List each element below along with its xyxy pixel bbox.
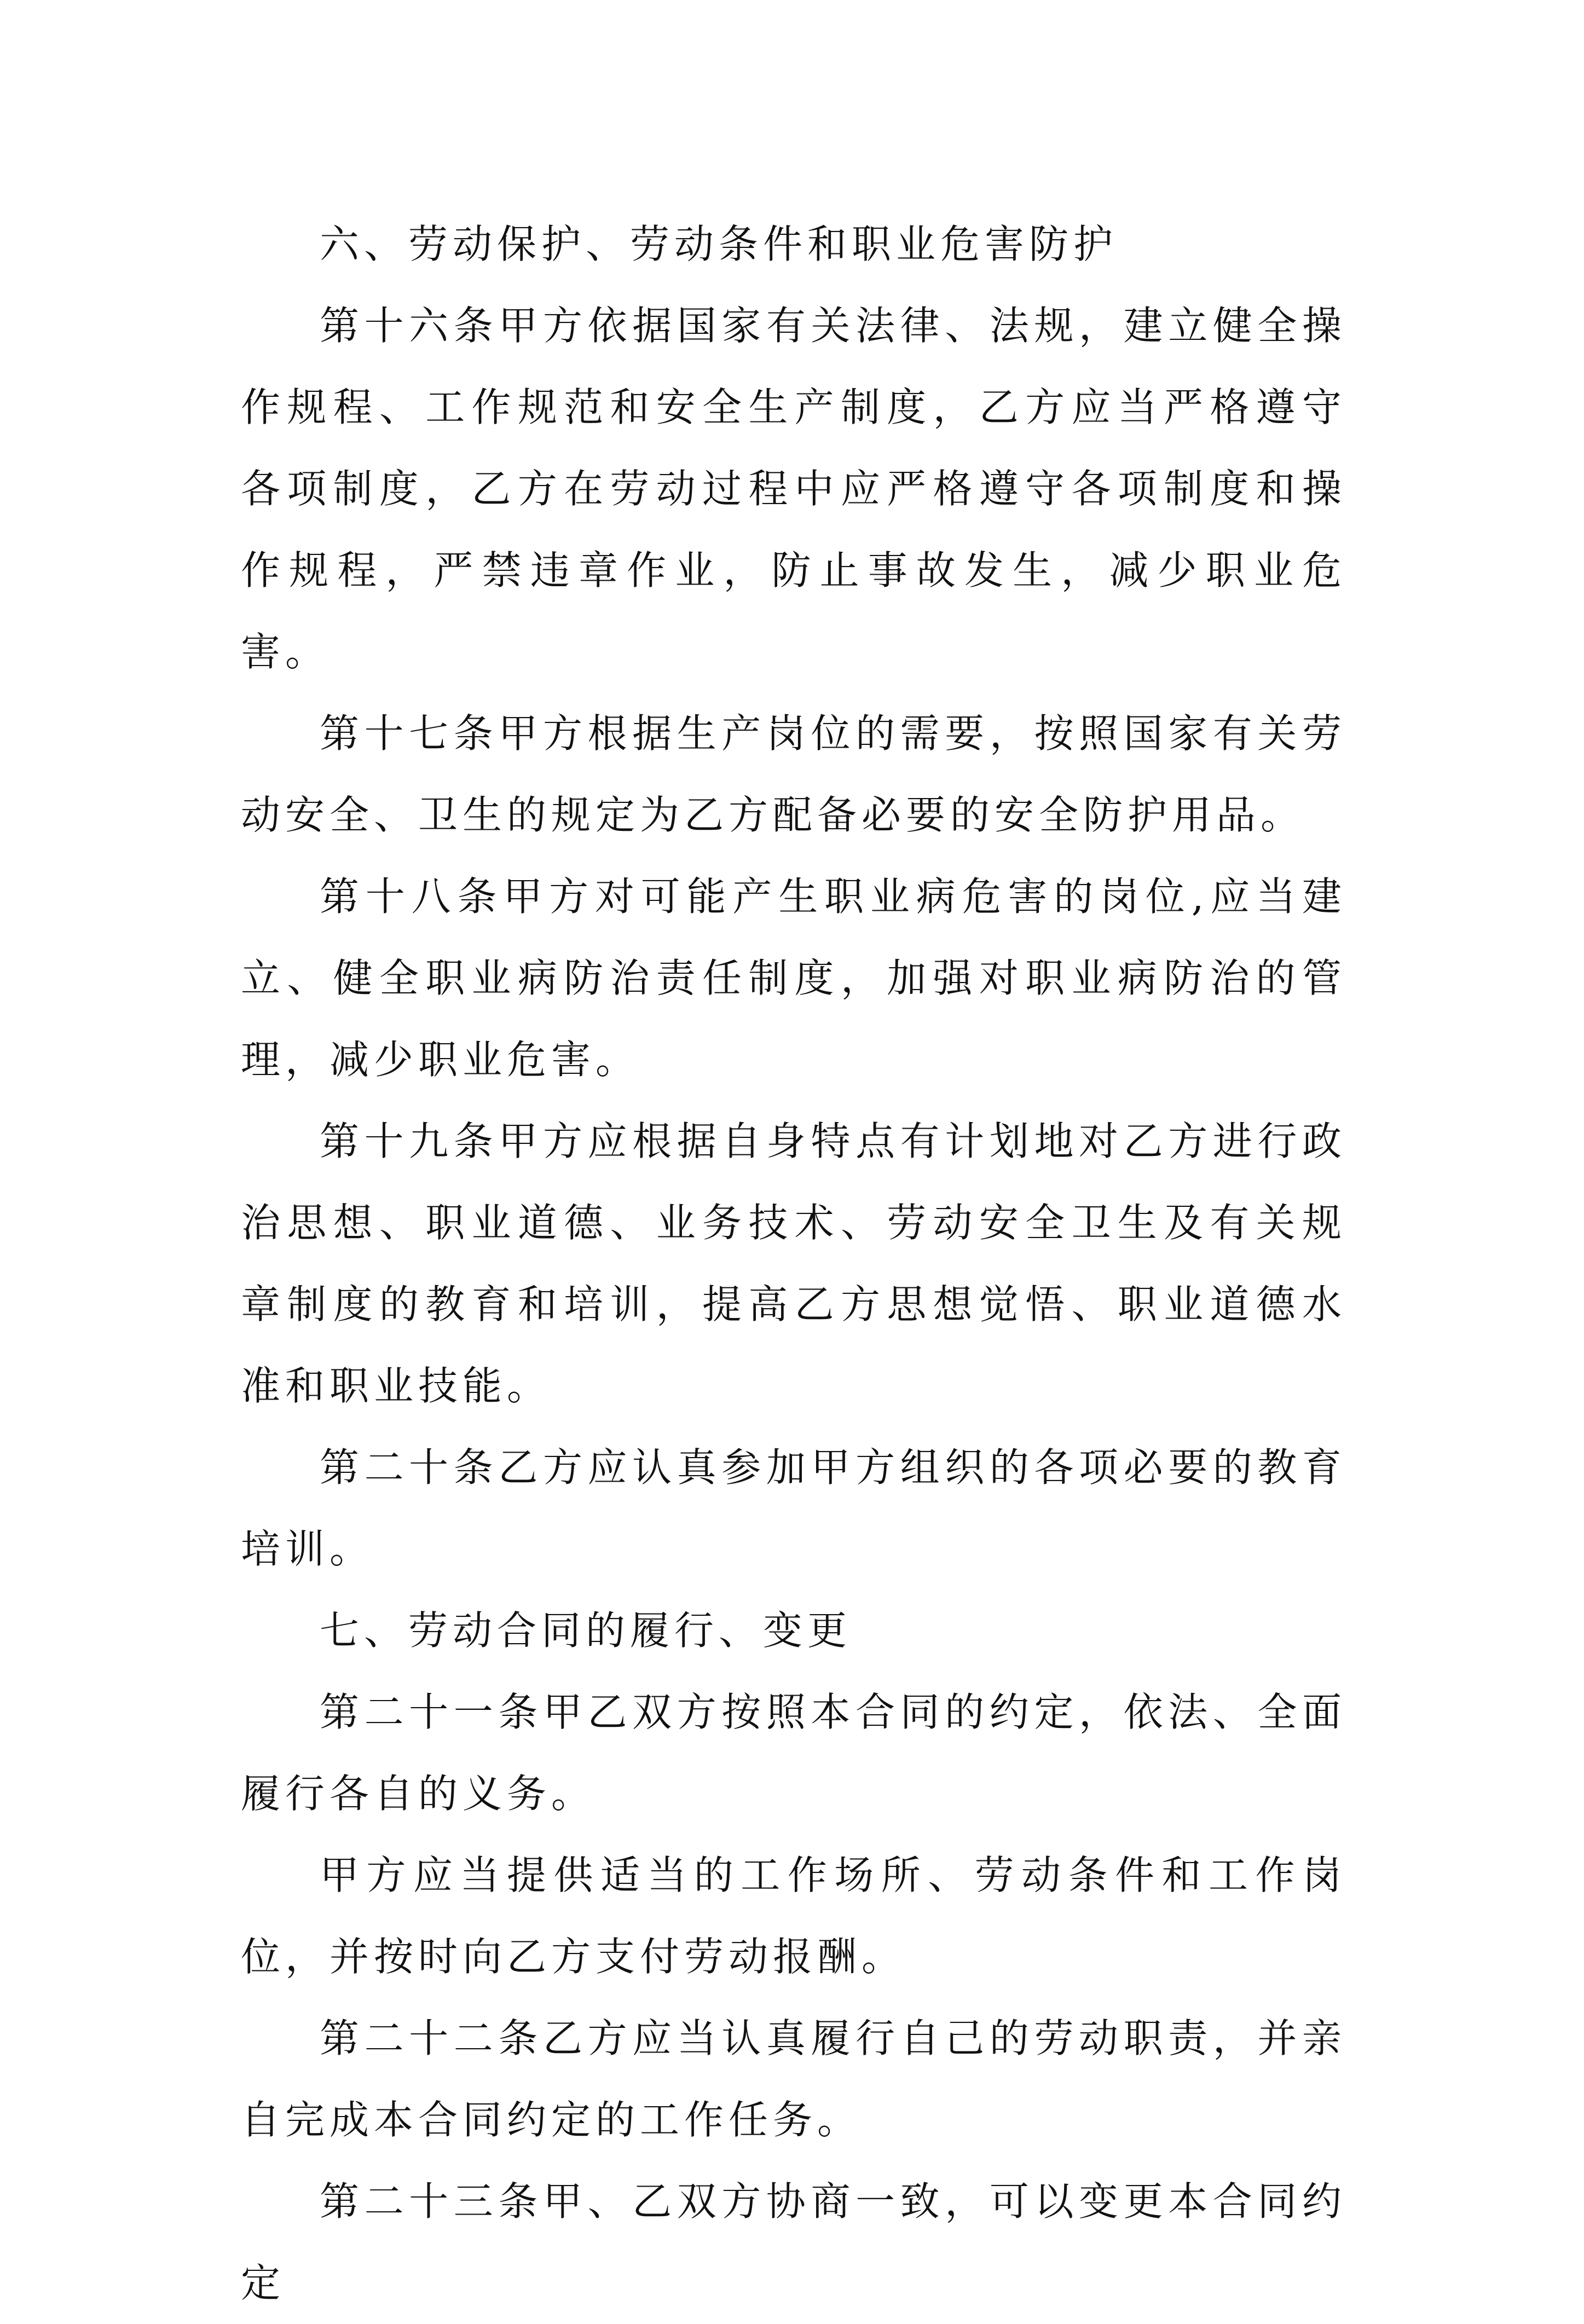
article-19-paragraph: 第十九条甲方应根据自身特点有计划地对乙方进行政治思想、职业道德、业务技术、劳动安全卫生及有关规章制度的教育和培训，提高乙方思想觉悟、职业道德水准和职业技能。: [241, 1118, 1346, 1409]
article-21-paragraph: 第二十一条甲乙双方按照本合同的约定，依法、全面履行各自的义务。: [241, 1689, 1346, 1817]
document-body: [241, 204, 1346, 2324]
article-18-paragraph: 第十八条甲方对可能产生职业病危害的岗位,应当建立、健全职业病防治责任制度，加强对职业病防治的管理，减少职业危害。: [241, 874, 1346, 1083]
article-16-paragraph: 第十六条甲方依据国家有关法律、法规，建立健全操作规程、工作规范和安全生产制度，乙方应当严格遵守各项制度，乙方在劳动过程中应严格遵守各项制度和操作规程，严禁违章作业，防止事故发生，减少职业危害。: [241, 303, 1346, 675]
article-17-paragraph: 第十七条甲方根据生产岗位的需要，按照国家有关劳动安全、卫生的规定为乙方配备必要的安全防护用品。: [241, 710, 1346, 838]
section-heading-six: 六、劳动保护、劳动条件和职业危害防护: [320, 221, 1118, 267]
employer-obligation-paragraph: 甲方应当提供适当的工作场所、劳动条件和工作岗位，并按时向乙方支付劳动报酬。: [241, 1852, 1346, 1980]
article-23-paragraph: 第二十三条甲、乙双方协商一致，可以变更本合同约定: [241, 2178, 1346, 2306]
article-22-paragraph: 第二十二条乙方应当认真履行自己的劳动职责，并亲自完成本合同约定的工作任务。: [241, 2015, 1346, 2143]
article-20-paragraph: 第二十条乙方应认真参加甲方组织的各项必要的教育培训。: [241, 1444, 1346, 1572]
section-heading-seven: 七、劳动合同的履行、变更: [320, 1608, 852, 1654]
